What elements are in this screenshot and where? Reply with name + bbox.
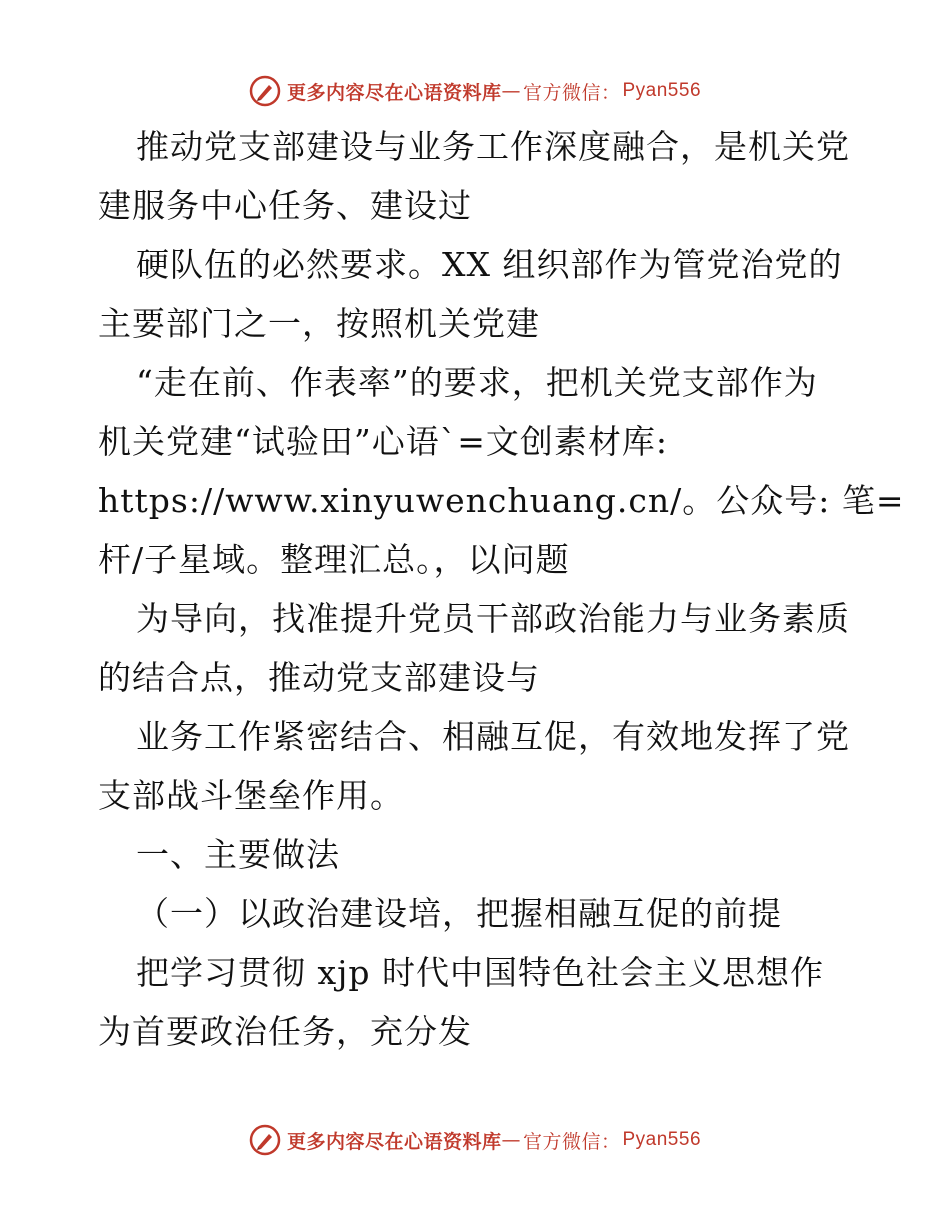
text-line: 机关党建“试验田”心语`=文创素材库: xyxy=(98,422,669,461)
footer-watermark-banner xyxy=(0,1120,950,1160)
text-line: 杆/子星域。整理汇总。，以问题 xyxy=(98,540,570,579)
text-line: https://www.xinyuwenchuang.cn/。公众号: 笔= xyxy=(98,481,905,520)
banner-wechat-label: 官方微信： xyxy=(522,1130,621,1153)
text-line: 建服务中心任务、建设过 xyxy=(98,186,472,225)
text-line: 为导向，找准提升党员干部政治能力与业务素质 xyxy=(136,599,850,638)
text-line: 推动党支部建设与业务工作深度融合，是机关党 xyxy=(136,127,850,166)
pen-logo-icon xyxy=(249,75,281,107)
pen-logo-icon xyxy=(249,1124,281,1156)
banner-brand-text: 更多内容尽在心语资料库 xyxy=(286,1130,502,1153)
subsection-heading: （一）以政治建设培，把握相融互促的前提 xyxy=(136,894,782,933)
text-line: “走在前、作表率”的要求，把机关党支部作为 xyxy=(136,363,818,402)
text-line: 主要部门之一，按照机关党建 xyxy=(98,304,540,343)
banner-wechat-label: 官方微信： xyxy=(522,81,621,104)
banner-wechat-id: Pyan556 xyxy=(622,80,702,101)
text-line: 的结合点，推动党支部建设与 xyxy=(98,658,540,697)
banner-separator: — xyxy=(501,80,521,102)
text-line: 业务工作紧密结合、相融互促，有效地发挥了党 xyxy=(136,717,850,756)
banner-brand-text: 更多内容尽在心语资料库 xyxy=(286,81,502,104)
section-heading: 一、主要做法 xyxy=(136,835,340,874)
text-line: 为首要政治任务，充分发 xyxy=(98,1012,472,1051)
text-line: 硬队伍的必然要求。XX 组织部作为管党治党的 xyxy=(136,245,843,284)
header-watermark-banner xyxy=(0,71,950,111)
text-line: 支部战斗堡垒作用。 xyxy=(98,776,404,815)
text-line: 把学习贯彻 xjp 时代中国特色社会主义思想作 xyxy=(136,953,824,992)
document-body xyxy=(98,117,905,1061)
banner-separator: — xyxy=(501,1129,521,1151)
banner-wechat-id: Pyan556 xyxy=(622,1129,702,1150)
